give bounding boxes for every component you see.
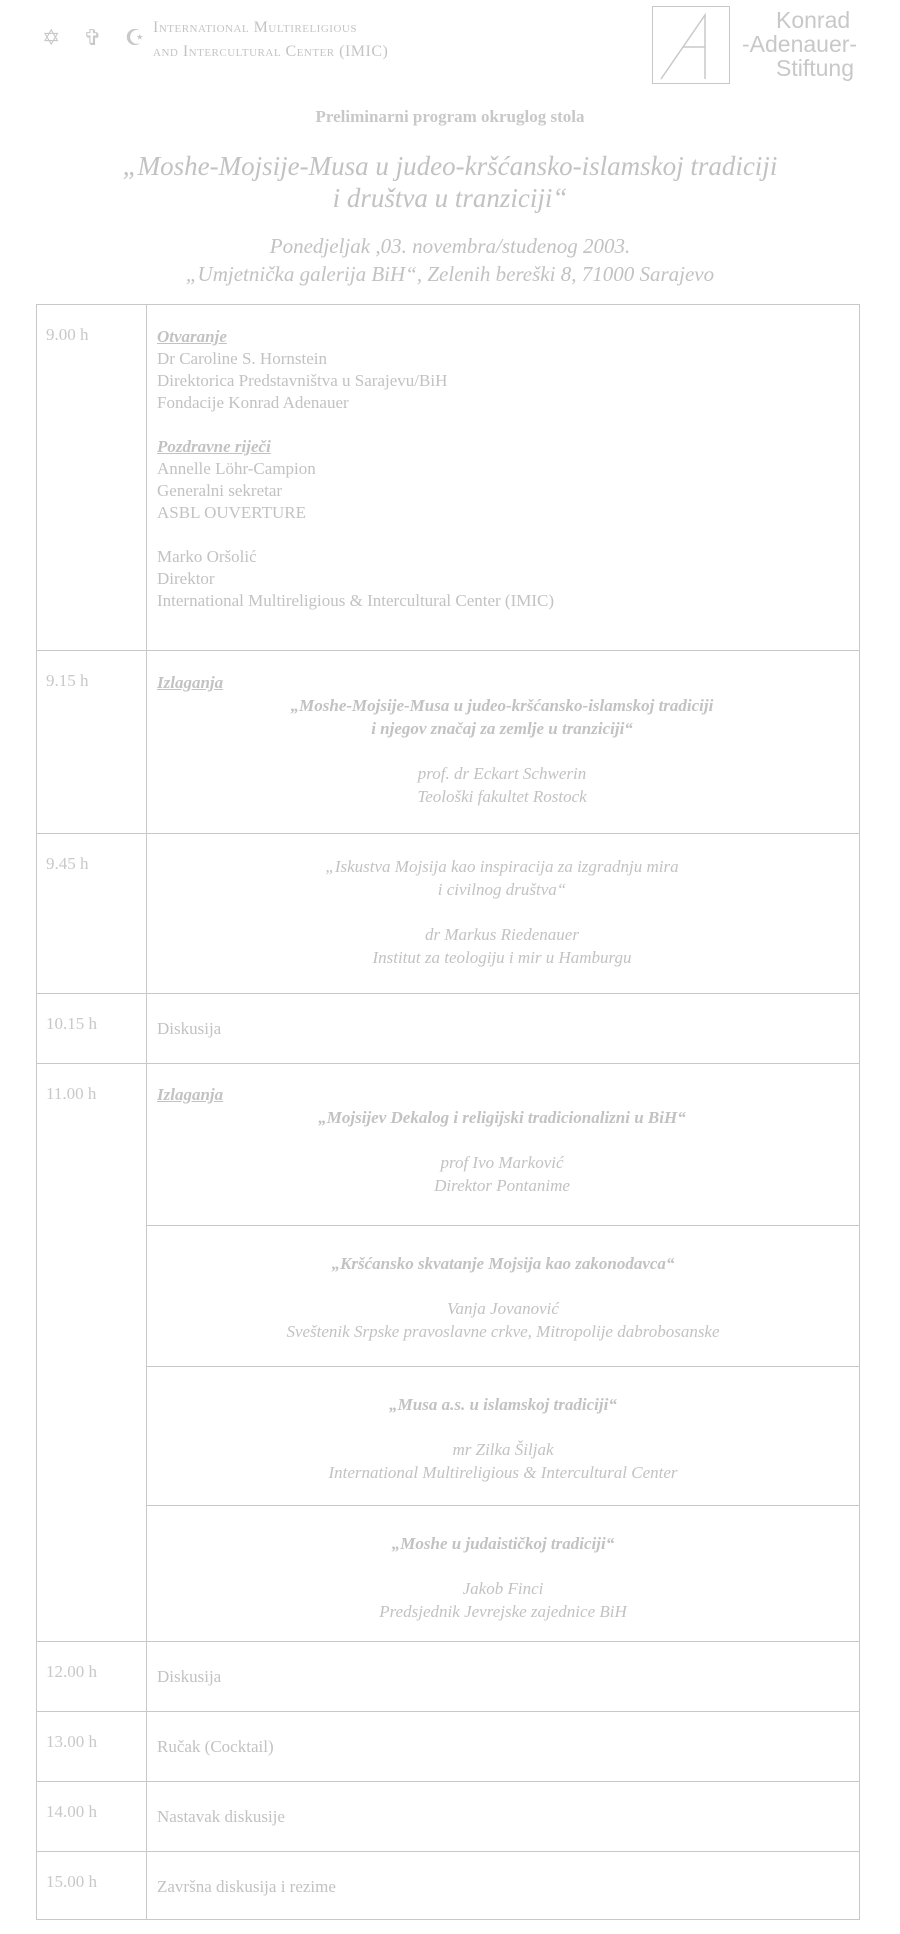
schedule-row-1200 — [37, 1641, 859, 1711]
speaker-name: dr Markus Riedenauer — [425, 925, 579, 944]
talk-title — [157, 694, 847, 740]
imic-line-1: International Multireligious — [153, 19, 357, 36]
speaker-role: Predsjednik Jevrejske zajednice BiH — [379, 1602, 627, 1621]
time-cell: 11.00 h — [37, 1064, 147, 1641]
talk-speaker — [157, 762, 847, 808]
section-heading: Pozdravne riječi — [157, 437, 271, 456]
time-cell: 9.00 h — [37, 305, 147, 650]
kas-logo-icon — [652, 6, 730, 84]
time-cell: 9.15 h — [37, 651, 147, 833]
content-cell: Ručak (Cocktail) — [157, 1737, 274, 1756]
speaker-role: Teološki fakultet Rostock — [417, 787, 587, 806]
talk-block — [147, 1225, 859, 1366]
event-venue: „Umjetnička galerija BiH“, Zelenih bereški 8, 71000 Sarajevo — [185, 262, 715, 286]
time-cell: 10.15 h — [37, 994, 147, 1063]
talk-block — [147, 1064, 859, 1225]
kas-line-1: Konrad — [776, 7, 851, 33]
schedule-row-1100 — [37, 1063, 859, 1641]
talk-block — [147, 1366, 859, 1505]
speaker-role: Direktor Pontanime — [434, 1176, 570, 1195]
section-heading: Otvaranje — [157, 327, 227, 346]
talk-title: „Moshe u judaističkoj tradiciji“ — [391, 1534, 615, 1553]
speaker-name: Vanja Jovanović — [447, 1299, 559, 1318]
content-cell — [147, 651, 859, 833]
schedule-row-1400 — [37, 1781, 859, 1851]
time-cell: 15.00 h — [37, 1852, 147, 1919]
religious-symbols-icon: ✡ ✞ ☪ — [42, 26, 153, 51]
speaker-role: Direktorica Predstavništva u Sarajevu/BiH — [157, 371, 448, 390]
talk-speaker — [157, 923, 847, 969]
kas-line-3: Stiftung — [776, 55, 854, 81]
section-heading: Izlaganja — [157, 673, 224, 692]
title-line-1: „Moshe-Mojsije-Musa u judeo-kršćansko-islamskoj tradiciji — [122, 151, 778, 181]
speaker-org: ASBL OUVERTURE — [157, 503, 306, 522]
speaker-org: International Multireligious & Intercultural Center (IMIC) — [157, 591, 555, 610]
schedule-row-1015 — [37, 993, 859, 1063]
speaker-name: mr Zilka Šiljak — [452, 1440, 554, 1459]
talk-title-line: i njegov značaj za zemlje u tranziciji“ — [371, 719, 633, 738]
schedule-row-0915 — [37, 650, 859, 833]
talk-title-line: „Moshe-Mojsije-Musa u judeo-kršćansko-islamskoj tradiciji — [290, 696, 714, 715]
schedule-row-0900 — [37, 305, 859, 650]
imic-line-2: and Intercultural Center (IMIC) — [153, 43, 389, 60]
imic-name — [153, 16, 388, 64]
content-cell — [147, 1064, 859, 1641]
time-cell: 12.00 h — [37, 1642, 147, 1711]
speaker-role: Direktor — [157, 569, 215, 588]
content-cell — [147, 834, 859, 993]
speaker-role: Generalni sekretar — [157, 481, 283, 500]
speaker-name: Dr Caroline S. Hornstein — [157, 349, 327, 368]
content-cell: Diskusija — [157, 1667, 222, 1686]
time-cell: 13.00 h — [37, 1712, 147, 1781]
talk-title-line: i civilnog društva“ — [437, 880, 567, 899]
time-cell: 14.00 h — [37, 1782, 147, 1851]
speaker-role: Sveštenik Srpske pravoslavne crkve, Mitropolije dabrobosanske — [286, 1322, 720, 1341]
letterhead — [0, 0, 900, 100]
speaker-name: Annelle Löhr-Campion — [157, 459, 316, 478]
speaker-org: Fondacije Konrad Adenauer — [157, 393, 349, 412]
content-cell: Završna diskusija i rezime — [157, 1877, 336, 1896]
speaker-name: Marko Oršolić — [157, 547, 257, 566]
speaker-name: Jakob Finci — [462, 1579, 544, 1598]
title-line-2: i društva u tranziciji“ — [332, 183, 568, 213]
talk-title-line: „Iskustva Mojsija kao inspiracija za izgradnju mira — [325, 857, 679, 876]
speaker-name: prof. dr Eckart Schwerin — [417, 764, 587, 783]
program-subtitle: Preliminarni program okruglog stola — [315, 107, 585, 126]
talk-title: „Mojsijev Dekalog i religijski tradicionalizni u BiH“ — [318, 1108, 686, 1127]
content-cell: Nastavak diskusije — [157, 1807, 285, 1826]
content-cell: Diskusija — [157, 1019, 222, 1038]
event-info — [0, 232, 900, 288]
section-heading: Izlaganja — [157, 1085, 224, 1104]
time-cell: 9.45 h — [37, 834, 147, 993]
schedule-row-1500 — [37, 1851, 859, 1919]
schedule-table — [36, 304, 860, 1920]
talk-title: „Musa a.s. u islamskoj tradiciji“ — [389, 1395, 617, 1414]
speaker-role: International Multireligious & Intercultural Center — [328, 1463, 678, 1482]
event-date: Ponedjeljak ,03. novembra/studenog 2003. — [269, 234, 631, 258]
speaker-name: prof Ivo Marković — [440, 1153, 564, 1172]
content-cell — [147, 305, 859, 650]
talk-block — [147, 1505, 859, 1641]
speaker-role: Institut za teologiju i mir u Hamburgu — [372, 948, 632, 967]
talk-title — [157, 855, 847, 901]
schedule-row-1300 — [37, 1711, 859, 1781]
kas-line-2: -Adenauer- — [742, 31, 858, 57]
schedule-row-0945 — [37, 833, 859, 993]
talk-title: „Kršćansko skvatanje Mojsija kao zakonodavca“ — [331, 1254, 675, 1273]
kas-name — [738, 8, 857, 80]
page-title — [0, 150, 900, 214]
